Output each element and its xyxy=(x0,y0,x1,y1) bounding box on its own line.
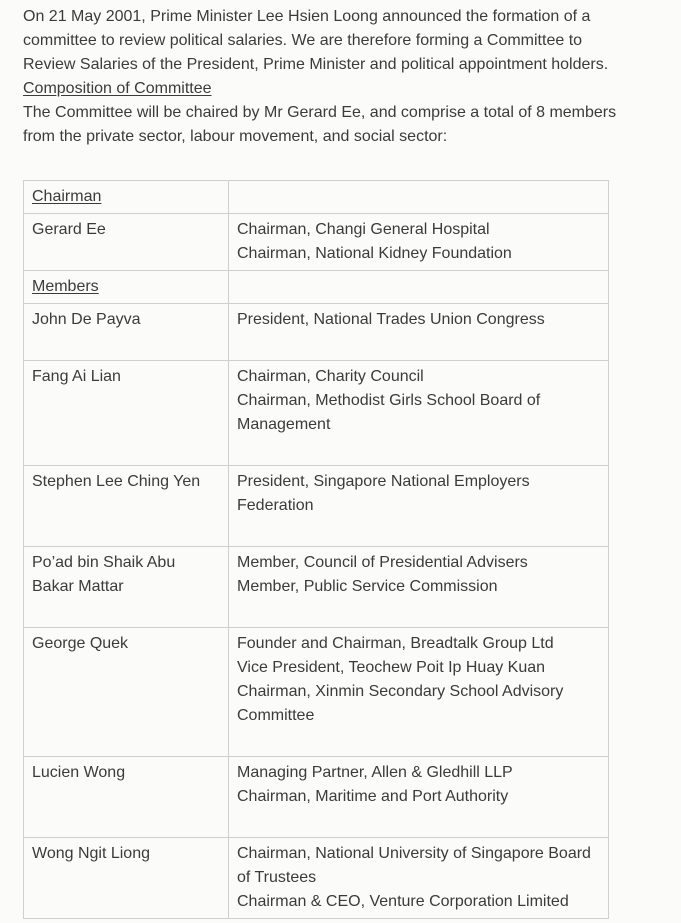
member-roles xyxy=(229,757,609,838)
role-line: Chairman & CEO, Venture Corporation Limited xyxy=(237,893,569,910)
member-name: Stephen Lee Ching Yen xyxy=(24,466,229,547)
member-name: Gerard Ee xyxy=(24,214,229,271)
member-name: Lucien Wong xyxy=(24,757,229,838)
intro-paragraph: On 21 May 2001, Prime Minister Lee Hsien Loong announced the formation of a committee to review political salaries. We are therefore forming a Committee to Review Salaries of the President, Prime Minister and political appointment holders. xyxy=(23,8,609,73)
role-line: Chairman, National University of Singapore Board of Trustees xyxy=(237,845,591,886)
role-line: Chairman, Changi General Hospital xyxy=(237,221,490,238)
composition-heading: Composition of Committee xyxy=(23,80,212,97)
member-roles xyxy=(229,628,609,757)
table-row xyxy=(24,361,609,466)
table-row xyxy=(24,466,609,547)
member-name: John De Payva xyxy=(24,304,229,361)
table-row xyxy=(24,757,609,838)
role-line: President, Singapore National Employers Federation xyxy=(237,473,530,514)
role-line: Vice President, Teochew Poit Ip Huay Kuan xyxy=(237,659,546,676)
lead-paragraph: The Committee will be chaired by Mr Gerard Ee, and comprise a total of 8 members from the private sector, labour movement, and social sector: xyxy=(23,104,617,145)
member-name: Wong Ngit Liong xyxy=(24,838,229,919)
role-line: Chairman, Xinmin Secondary School Advisory Committee xyxy=(237,683,564,724)
committee-table xyxy=(23,180,609,919)
role-line: Managing Partner, Allen & Gledhill LLP xyxy=(237,764,513,781)
member-name: George Quek xyxy=(24,628,229,757)
role-line: Chairman, National Kidney Foundation xyxy=(237,245,512,262)
role-line: Chairman, Charity Council xyxy=(237,368,424,385)
member-name: Po’ad bin Shaik Abu Bakar Mattar xyxy=(24,547,229,628)
section-cell xyxy=(24,181,229,214)
role-line: President, National Trades Union Congress xyxy=(237,311,545,328)
table-row xyxy=(24,547,609,628)
role-line: Chairman, Maritime and Port Authority xyxy=(237,788,509,805)
role-line: Founder and Chairman, Breadtalk Group Ltd xyxy=(237,635,554,652)
chairman-section-label: Chairman xyxy=(32,188,102,205)
table-row xyxy=(24,628,609,757)
role-line: Chairman, Methodist Girls School Board of Management xyxy=(237,392,541,433)
empty-cell xyxy=(229,271,609,304)
members-section-label: Members xyxy=(32,278,99,295)
table-row xyxy=(24,214,609,271)
role-line: Member, Public Service Commission xyxy=(237,578,498,595)
table-row xyxy=(24,838,609,919)
member-name: Fang Ai Lian xyxy=(24,361,229,466)
empty-cell xyxy=(229,181,609,214)
member-roles xyxy=(229,466,609,547)
member-roles xyxy=(229,304,609,361)
table-row xyxy=(24,304,609,361)
member-roles xyxy=(229,547,609,628)
members-section-row xyxy=(24,271,609,304)
section-cell xyxy=(24,271,229,304)
member-roles xyxy=(229,361,609,466)
article-body xyxy=(23,5,633,149)
member-roles xyxy=(229,214,609,271)
role-line: Member, Council of Presidential Advisers xyxy=(237,554,528,571)
member-roles xyxy=(229,838,609,919)
chairman-section-row xyxy=(24,181,609,214)
